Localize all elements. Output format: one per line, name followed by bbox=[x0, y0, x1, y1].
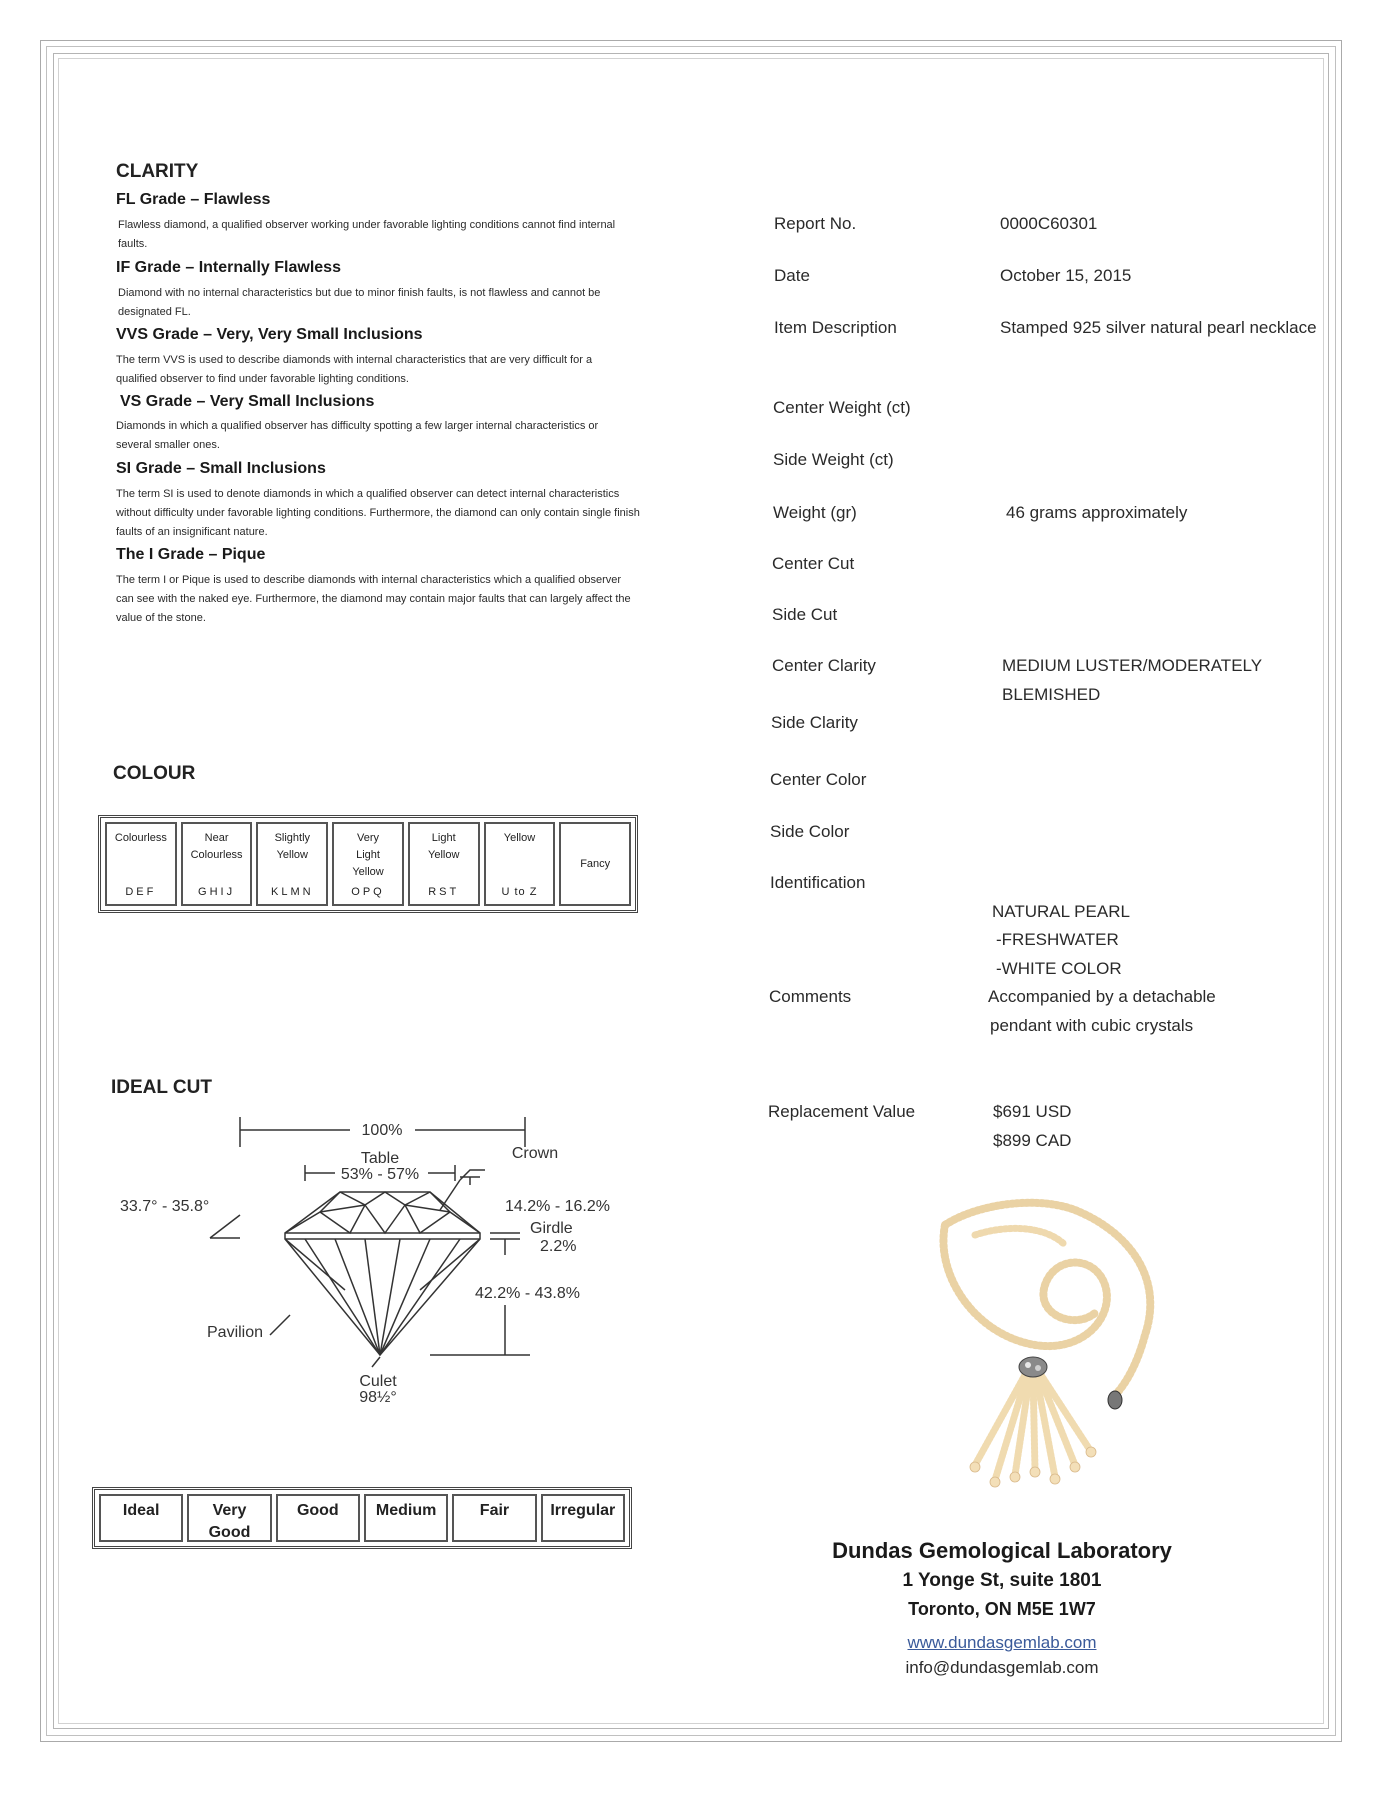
field-value-center-clarity: MEDIUM LUSTER/MODERATELY bbox=[1002, 656, 1263, 675]
grade-vvs-desc: The term VVS is used to describe diamonds with internal characteristics that are very difficult for a qualified observer to find under favorable lighting conditions. bbox=[116, 354, 593, 385]
lab-website-link[interactable]: www.dundasgemlab.com bbox=[907, 1633, 1097, 1652]
colour-cell-name: Near Colourless bbox=[190, 832, 243, 861]
grade-if-title: IF Grade – Internally Flawless bbox=[116, 259, 341, 276]
field-value-item-description: Stamped 925 silver natural pearl necklace bbox=[1000, 318, 1317, 337]
cut-grade-irregular: Irregular bbox=[541, 1494, 625, 1542]
colour-cell-colourless bbox=[105, 822, 177, 906]
comments-line-2: pendant with cubic crystals bbox=[990, 1016, 1194, 1035]
field-label-identification: Identification bbox=[770, 873, 866, 892]
field-label-center-cut: Center Cut bbox=[772, 554, 855, 573]
colour-cell-near-colourless bbox=[181, 822, 253, 906]
colour-cell-code: KLMN bbox=[271, 886, 314, 898]
grade-vs-desc: Diamonds in which a qualified observer has difficulty spotting a few larger internal characteristics or several smaller ones. bbox=[116, 420, 599, 451]
diagram-pavilion-depth: 42.2% - 43.8% bbox=[475, 1285, 580, 1302]
cut-grade-ideal: Ideal bbox=[99, 1494, 183, 1542]
grade-fl-desc: Flawless diamond, a qualified observer working under favorable lighting conditions cannot find internal faults. bbox=[118, 219, 616, 250]
diagram-girdle-pct: 2.2% bbox=[540, 1238, 577, 1255]
field-label-replacement-value: Replacement Value bbox=[768, 1102, 916, 1121]
field-label-center-color: Center Color bbox=[770, 770, 867, 789]
grade-i-title: The I Grade – Pique bbox=[116, 546, 266, 563]
lab-address-line-2: Toronto, ON M5E 1W7 bbox=[908, 1599, 1096, 1619]
pearl-necklace-image bbox=[915, 1195, 1185, 1495]
identification-line-2: -FRESHWATER bbox=[996, 930, 1119, 949]
grade-if-desc: Diamond with no internal characteristics but due to minor finish faults, is not flawless and cannot be designated FL. bbox=[118, 287, 601, 318]
colour-cell-name: Yellow bbox=[503, 832, 536, 844]
grade-si-desc: The term SI is used to denote diamonds in which a qualified observer can detect internal characteristics without difficulty under favorable lighting conditions. Furthermore, the diamond can only contain single finish faults of an insignificant nature. bbox=[116, 488, 640, 538]
field-value-report-no: 0000C60301 bbox=[1000, 214, 1098, 233]
colour-cell-slightly-yellow bbox=[256, 822, 328, 906]
colour-cell-code: GHIJ bbox=[198, 886, 236, 898]
comments-line-1: Accompanied by a detachable bbox=[988, 987, 1216, 1006]
colour-cell-name: Very Light Yellow bbox=[352, 832, 384, 878]
identification-line-3: -WHITE COLOR bbox=[996, 959, 1122, 978]
ideal-cut-title: IDEAL CUT bbox=[111, 1077, 212, 1098]
field-value-date: October 15, 2015 bbox=[1000, 266, 1132, 285]
lab-email[interactable]: info@dundasgemlab.com bbox=[905, 1658, 1099, 1677]
colour-cell-name: Light Yellow bbox=[428, 832, 460, 861]
lab-name: Dundas Gemological Laboratory bbox=[832, 1538, 1172, 1563]
colour-title: COLOUR bbox=[113, 763, 196, 784]
field-label-comments: Comments bbox=[769, 987, 852, 1006]
grade-vvs-title: VVS Grade – Very, Very Small Inclusions bbox=[116, 326, 423, 343]
field-label-weight: Weight (gr) bbox=[773, 503, 857, 522]
colour-cell-code: DEF bbox=[125, 886, 157, 898]
cut-grade-fair: Fair bbox=[452, 1494, 536, 1542]
grade-vs-title: VS Grade – Very Small Inclusions bbox=[120, 393, 375, 410]
field-value-center-clarity-line2: BLEMISHED bbox=[1002, 685, 1101, 704]
colour-cell-code: U to Z bbox=[501, 886, 538, 898]
clarity-title: CLARITY bbox=[116, 161, 199, 182]
grade-si-title: SI Grade – Small Inclusions bbox=[116, 460, 326, 477]
field-value-replacement-usd: $691 USD bbox=[993, 1102, 1072, 1121]
field-label-side-color: Side Color bbox=[770, 822, 850, 841]
diamond-proportions-diagram bbox=[110, 1105, 650, 1425]
diagram-table-label: Table bbox=[360, 1150, 400, 1167]
diagram-girdle-label: Girdle bbox=[530, 1220, 573, 1237]
diagram-table-range: 53% - 57% bbox=[340, 1166, 420, 1183]
colour-cell-code: RST bbox=[428, 886, 460, 898]
field-label-center-clarity: Center Clarity bbox=[772, 656, 876, 675]
diagram-crown-height: 14.2% - 16.2% bbox=[505, 1198, 610, 1215]
field-value-weight: 46 grams approximately bbox=[1006, 503, 1188, 522]
identification-line-1: NATURAL PEARL bbox=[992, 902, 1130, 921]
colour-cell-name: Fancy bbox=[580, 857, 611, 870]
diagram-crown-angle: 33.7° - 35.8° bbox=[120, 1198, 210, 1215]
diagram-pavilion-label: Pavilion bbox=[207, 1324, 264, 1341]
field-label-report-no: Report No. bbox=[774, 214, 857, 233]
colour-cell-code: OPQ bbox=[351, 886, 385, 898]
colour-cell-fancy bbox=[559, 822, 631, 906]
grade-i-desc: The term I or Pique is used to describe diamonds with internal characteristics which a qualified observer can see with the naked eye. Furthermore, the diamond may contain major faults that can largely affect the value of the stone. bbox=[116, 574, 631, 624]
colour-cell-name: Colourless bbox=[114, 832, 167, 844]
field-label-center-weight: Center Weight (ct) bbox=[773, 398, 911, 417]
cut-grade-very-good: Very Good bbox=[187, 1494, 271, 1542]
cut-grade-table bbox=[92, 1487, 632, 1549]
cut-grade-good: Good bbox=[276, 1494, 360, 1542]
field-label-side-clarity: Side Clarity bbox=[771, 713, 858, 732]
diagram-culet-angle: 98½° bbox=[359, 1389, 397, 1406]
grade-fl-title: FL Grade – Flawless bbox=[116, 191, 271, 208]
colour-cell-very-light-yellow bbox=[332, 822, 404, 906]
cut-grade-medium: Medium bbox=[364, 1494, 448, 1542]
colour-cell-name: Slightly Yellow bbox=[274, 832, 311, 861]
colour-scale-table bbox=[98, 815, 638, 913]
colour-cell-light-yellow bbox=[408, 822, 480, 906]
colour-cell-yellow bbox=[484, 822, 556, 906]
field-label-date: Date bbox=[774, 266, 810, 285]
field-label-side-weight: Side Weight (ct) bbox=[773, 450, 894, 469]
field-value-replacement-cad: $899 CAD bbox=[993, 1131, 1072, 1150]
diagram-crown-label: Crown bbox=[511, 1145, 559, 1162]
field-label-side-cut: Side Cut bbox=[772, 605, 838, 624]
field-label-item-description: Item Description bbox=[774, 318, 897, 337]
diagram-culet-label: Culet bbox=[359, 1373, 397, 1390]
diagram-width-label: 100% bbox=[361, 1122, 403, 1139]
lab-address-line-1: 1 Yonge St, suite 1801 bbox=[902, 1570, 1102, 1591]
